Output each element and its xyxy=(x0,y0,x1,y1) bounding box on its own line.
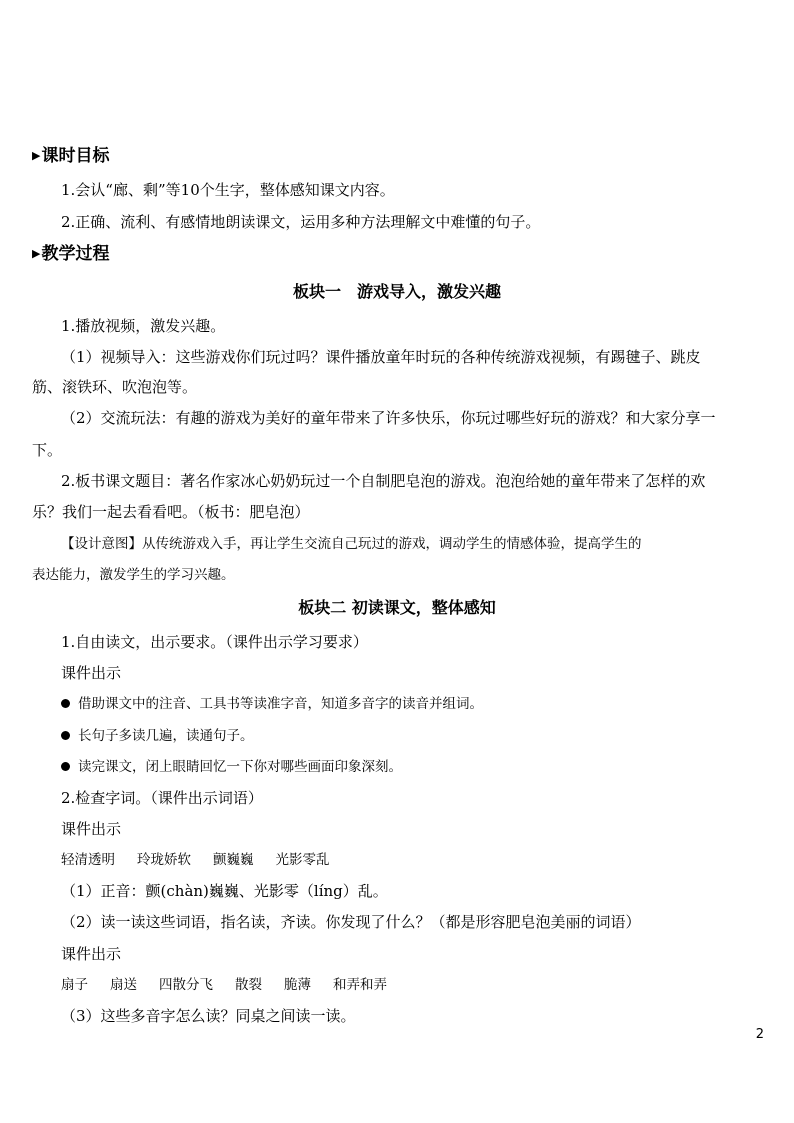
word-item: 扇送 xyxy=(110,977,137,993)
word-item: 扇子 xyxy=(61,977,88,993)
word-item: 轻清透明 xyxy=(61,852,115,868)
bullet-icon xyxy=(61,699,70,708)
block2-paragraph: 1.自由读文，出示要求。（课件出示学习要求） xyxy=(61,633,368,651)
block2-paragraph: （2）读一读这些词语，指名读，齐读。你发现了什么？（都是形容肥皂泡美丽的词语） xyxy=(61,913,641,931)
word-list xyxy=(61,975,764,995)
objectives-heading: ▶课时目标 xyxy=(32,146,110,166)
block1-paragraph: （1）视频导入：这些游戏你们玩过吗？课件播放童年时玩的各种传统游戏视频，有踢毽子、跳皮 xyxy=(61,348,701,366)
block1-paragraph: 1.播放视频，激发兴趣。 xyxy=(61,317,226,335)
requirement-item: 借助课文中的注音、工具书等读准字音，知道多音字的读音并组词。 xyxy=(61,694,764,714)
block1-title: 板块一 游戏导入，激发兴趣 xyxy=(292,282,501,301)
courseware-label: 课件出示 xyxy=(61,664,122,682)
block2-paragraph: （3）这些多音字怎么读？同桌之间读一读。 xyxy=(61,1007,356,1025)
word-item: 散裂 xyxy=(235,977,262,993)
courseware-label: 课件出示 xyxy=(61,945,122,963)
word-item: 脆薄 xyxy=(284,977,311,993)
word-item: 四散分飞 xyxy=(159,977,213,993)
word-list xyxy=(61,850,764,870)
objective-item-2: 2.正确、流利、有感情地朗读课文，运用多种方法理解文中难懂的句子。 xyxy=(61,213,541,231)
block1-paragraph: 筋、滚铁环、吹泡泡等。 xyxy=(32,378,198,396)
bullet-icon xyxy=(61,762,70,771)
design-intent: 表达能力，激发学生的学习兴趣。 xyxy=(32,567,235,583)
block1-paragraph: 下。 xyxy=(32,441,63,459)
block1-paragraph: （2）交流玩法：有趣的游戏为美好的童年带来了许多快乐，你玩过哪些好玩的游戏？和大家分享一 xyxy=(61,409,716,427)
objective-item-1: 1.会认“廊、剩”等10个生字，整体感知课文内容。 xyxy=(61,181,395,199)
word-item: 光影零乱 xyxy=(275,852,330,868)
courseware-label: 课件出示 xyxy=(61,820,122,838)
design-intent: 【设计意图】从传统游戏入手，再让学生交流自己玩过的游戏，调动学生的情感体验，提高学生的 xyxy=(61,536,642,552)
process-heading: ▶教学过程 xyxy=(32,244,110,264)
triangle-marker-icon: ▶ xyxy=(32,149,41,162)
word-item: 颤巍巍 xyxy=(213,852,254,868)
block2-title: 板块二 初读课文，整体感知 xyxy=(298,598,496,617)
block1-paragraph: 2.板书课文题目：著名作家冰心奶奶玩过一个自制肥皂泡的游戏。泡泡给她的童年带来了怎样的欢 xyxy=(61,472,706,490)
requirement-item: 读完课文，闭上眼睛回忆一下你对哪些画面印象深刻。 xyxy=(61,757,764,777)
block2-paragraph: （1）正音：颤(chàn)巍巍、光影零（líng）乱。 xyxy=(61,882,388,900)
word-item: 和弄和弄 xyxy=(333,977,387,993)
bullet-icon xyxy=(61,731,70,740)
block2-paragraph: 2.检查字词。（课件出示词语） xyxy=(61,789,263,807)
triangle-marker-icon: ▶ xyxy=(32,247,41,260)
word-item: 玲珑娇软 xyxy=(137,852,191,868)
block1-paragraph: 乐？我们一起去看看吧。（板书：肥皂泡） xyxy=(32,503,310,521)
page-number: 2 xyxy=(755,1027,764,1042)
requirement-item: 长句子多读几遍，读通句子。 xyxy=(61,726,764,746)
